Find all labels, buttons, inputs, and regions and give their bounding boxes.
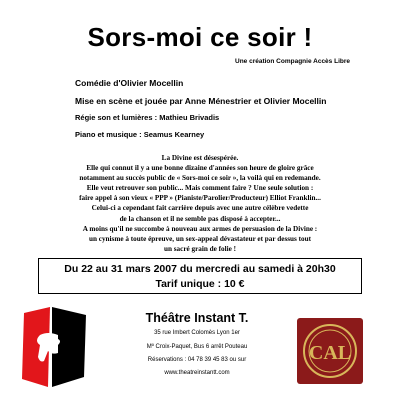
synopsis-line: Elle qui connut il y a une bonne dizaine d'années son heure de gloire grâce	[86, 164, 314, 173]
credit-lighting: Régie son et lumières : Mathieu Brivadis	[75, 113, 220, 122]
synopsis-line: un sacré grain de folie !	[163, 244, 237, 253]
synopsis-line: faire appel à son vieux « PPP » (Pianiste/Parolier/Producteur) Elliot Franklin...	[79, 194, 321, 203]
synopsis-line: A moins qu'il ne succombe à nouveau aux armes de persuasion de la Divine :	[82, 224, 318, 233]
compagnie-acces-libre-logo	[297, 318, 363, 384]
synopsis-line: Elle veut retrouver son public... Mais comment faire ? Une seule solution :	[86, 184, 314, 193]
schedule-dates: Du 22 au 31 mars 2007 du mercredi au samedi à 20h30	[64, 263, 336, 275]
synopsis-line: un cynisme à toute épreuve, un sex-appeal dévastateur et par dessus tout	[88, 234, 312, 243]
venue-transport: Mº Croix-Paquet, Bus 6 arrêt Pouteau	[146, 344, 248, 350]
ticket-price: Tarif unique : 10 €	[155, 278, 245, 290]
synopsis-line: Celui-ci a cependant fait carrière depuis avec une autre célèbre vedette	[91, 204, 309, 213]
synopsis	[28, 153, 372, 254]
show-subtitle: Une création Compagnie Accès Libre	[235, 58, 350, 65]
show-title: Sors-moi ce soir !	[87, 22, 313, 52]
synopsis-line: La Divine est désespérée.	[161, 154, 239, 162]
cal-logo-text: CAL	[308, 342, 352, 364]
credit-music: Piano et musique : Seamus Kearney	[75, 130, 205, 139]
venue-website[interactable]: www.theatreinstantt.com	[164, 370, 230, 376]
credit-staging: Mise en scène et jouée par Anne Ménestrier et Olivier Mocellin	[75, 96, 327, 106]
synopsis-line: de la chanson et il ne semble pas disposé à accepter...	[119, 214, 281, 223]
theatre-instant-t-logo	[18, 305, 92, 389]
synopsis-line: notamment au succès public de « Sors-moi ce soir », la voilà qui en redemande.	[79, 174, 321, 183]
credit-comedy: Comédie d'Olivier Mocellin	[75, 78, 184, 88]
venue-address: 35 rue Imbert Colomès Lyon 1er	[154, 330, 240, 336]
schedule-box	[38, 258, 362, 294]
venue-reservations: Réservations : 04 78 39 45 83 ou sur	[147, 357, 247, 363]
venue-name: Théâtre Instant T.	[145, 311, 249, 325]
